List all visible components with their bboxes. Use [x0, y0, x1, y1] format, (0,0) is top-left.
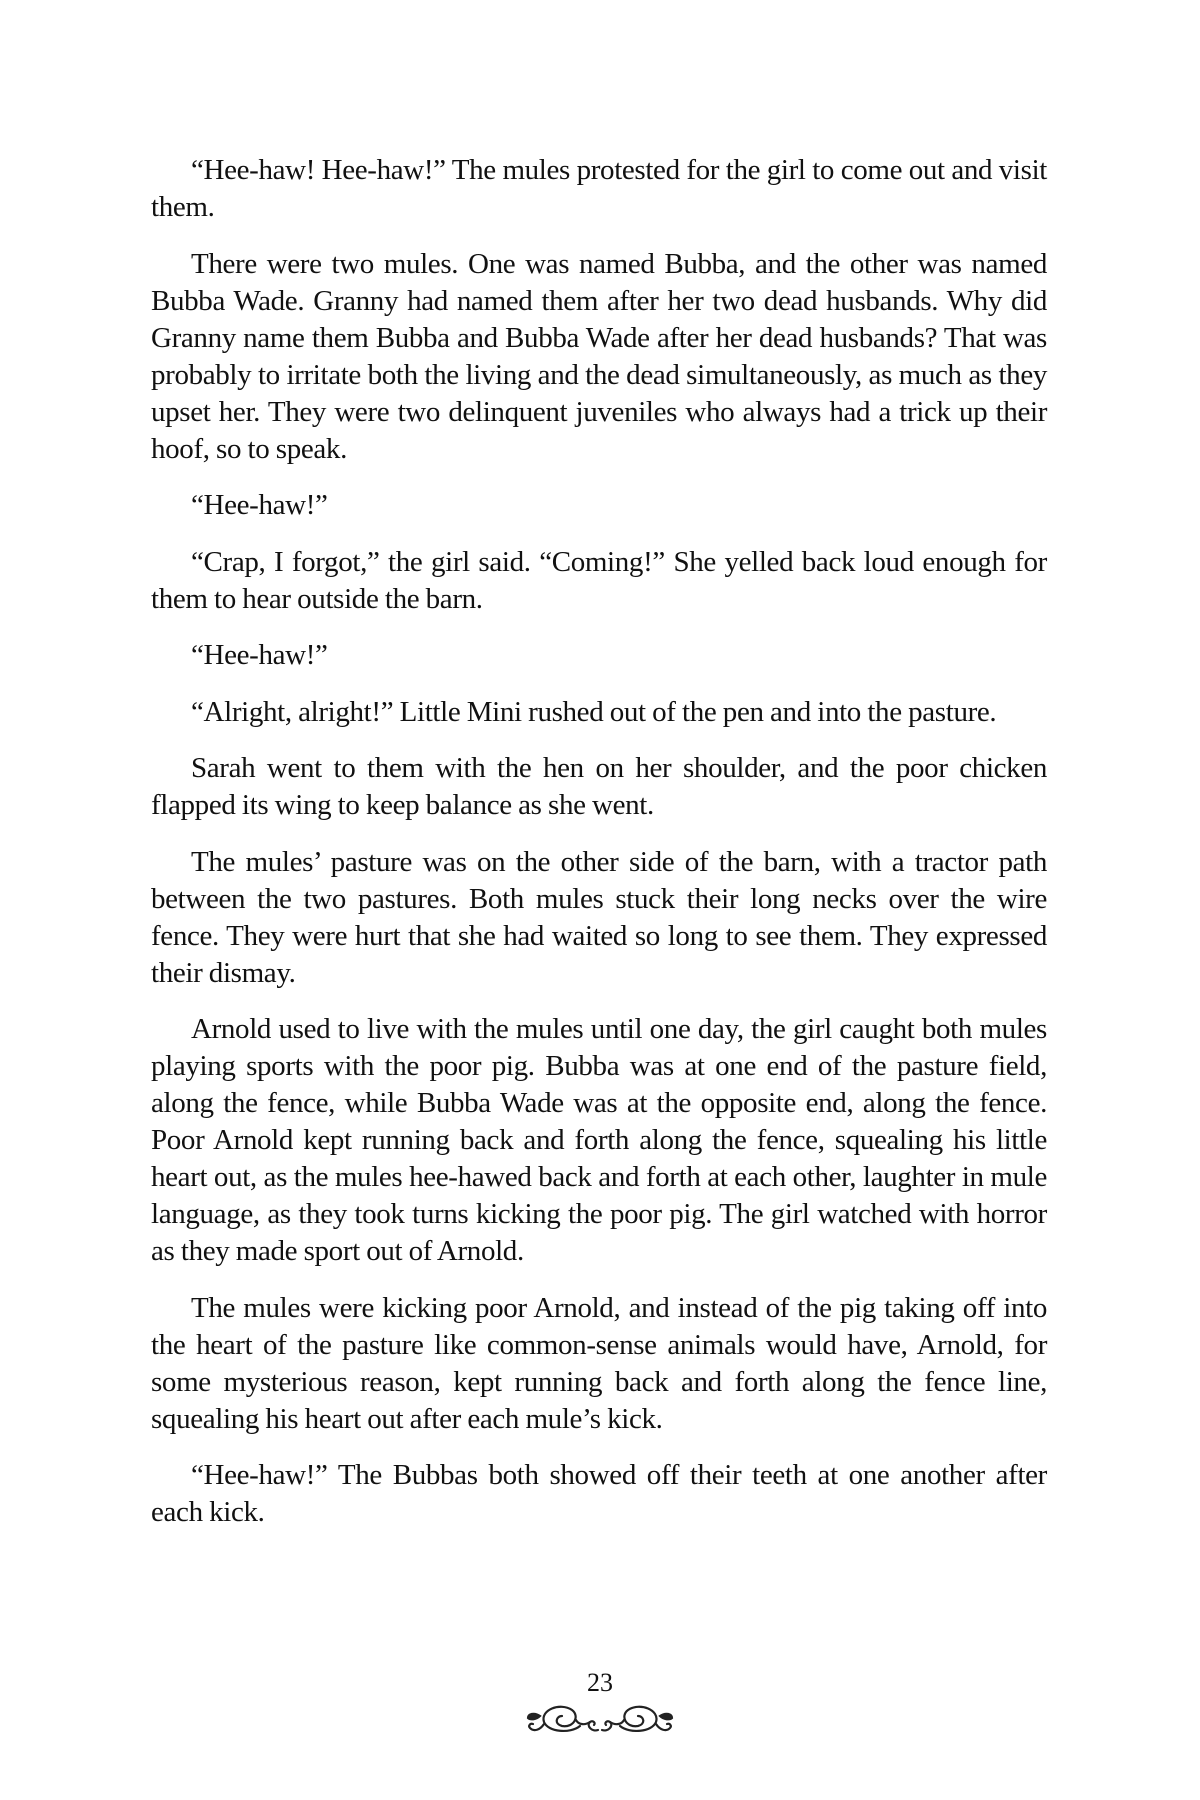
paragraph: The mules’ pasture was on the other side of the barn, with a tractor path between the two pastures. Both mules stuck their long necks over the wire fence. They were hurt that she had waited so long to see them. They expressed their dismay. — [151, 845, 1047, 989]
paragraph: “Hee-haw! Hee-haw!” The mules protested for the girl to come out and visit them. — [151, 154, 1047, 223]
page-number: 23 — [587, 1668, 613, 1697]
paragraph: “Hee-haw!” — [191, 639, 328, 671]
body-text — [151, 152, 1047, 1551]
paragraph: “Hee-haw!” — [191, 489, 328, 521]
paragraph: “Hee-haw!” The Bubbas both showed off their teeth at one another after each kick. — [151, 1459, 1047, 1528]
paragraph: “Crap, I forgot,” the girl said. “Coming!” She yelled back loud enough for them to hear outside the barn. — [151, 545, 1047, 615]
paragraph: The mules were kicking poor Arnold, and instead of the pig taking off into the heart of the pasture like common-sense animals would have, Arnold, for some mysterious reason, kept running back and forth along the fence line, squealing his heart out after each mule’s kick. — [151, 1291, 1047, 1435]
paragraph: Arnold used to live with the mules until one day, the girl caught both mules playing sports with the poor pig. Bubba was at one end of the pasture field, along the fence, while Bubba Wade was at the opposite end, along the fence. Poor Arnold kept running back and forth along the fence, squealing his little heart out, as the mules hee-hawed back and forth at each other, laughter in mule language, as they took turns kicking the poor pig. The girl watched with horror as they made sport out of Arnold. — [151, 1013, 1047, 1267]
scroll-flourish-ornament-icon — [520, 1700, 680, 1740]
paragraph: “Alright, alright!” Little Mini rushed out of the pen and into the pasture. — [191, 695, 997, 728]
paragraph: Sarah went to them with the hen on her shoulder, and the poor chicken flapped its wing to keep balance as she went. — [151, 752, 1047, 821]
paragraph: There were two mules. One was named Bubba, and the other was named Bubba Wade. Granny had named them after her two dead husbands. Why did Granny name them Bubba and Bubba Wade after her dead husbands? That was probably to irritate both the living and the dead simultaneously, as much as they upset her. They were two delinquent juveniles who always had a trick up their hoof, so to speak. — [151, 247, 1047, 465]
